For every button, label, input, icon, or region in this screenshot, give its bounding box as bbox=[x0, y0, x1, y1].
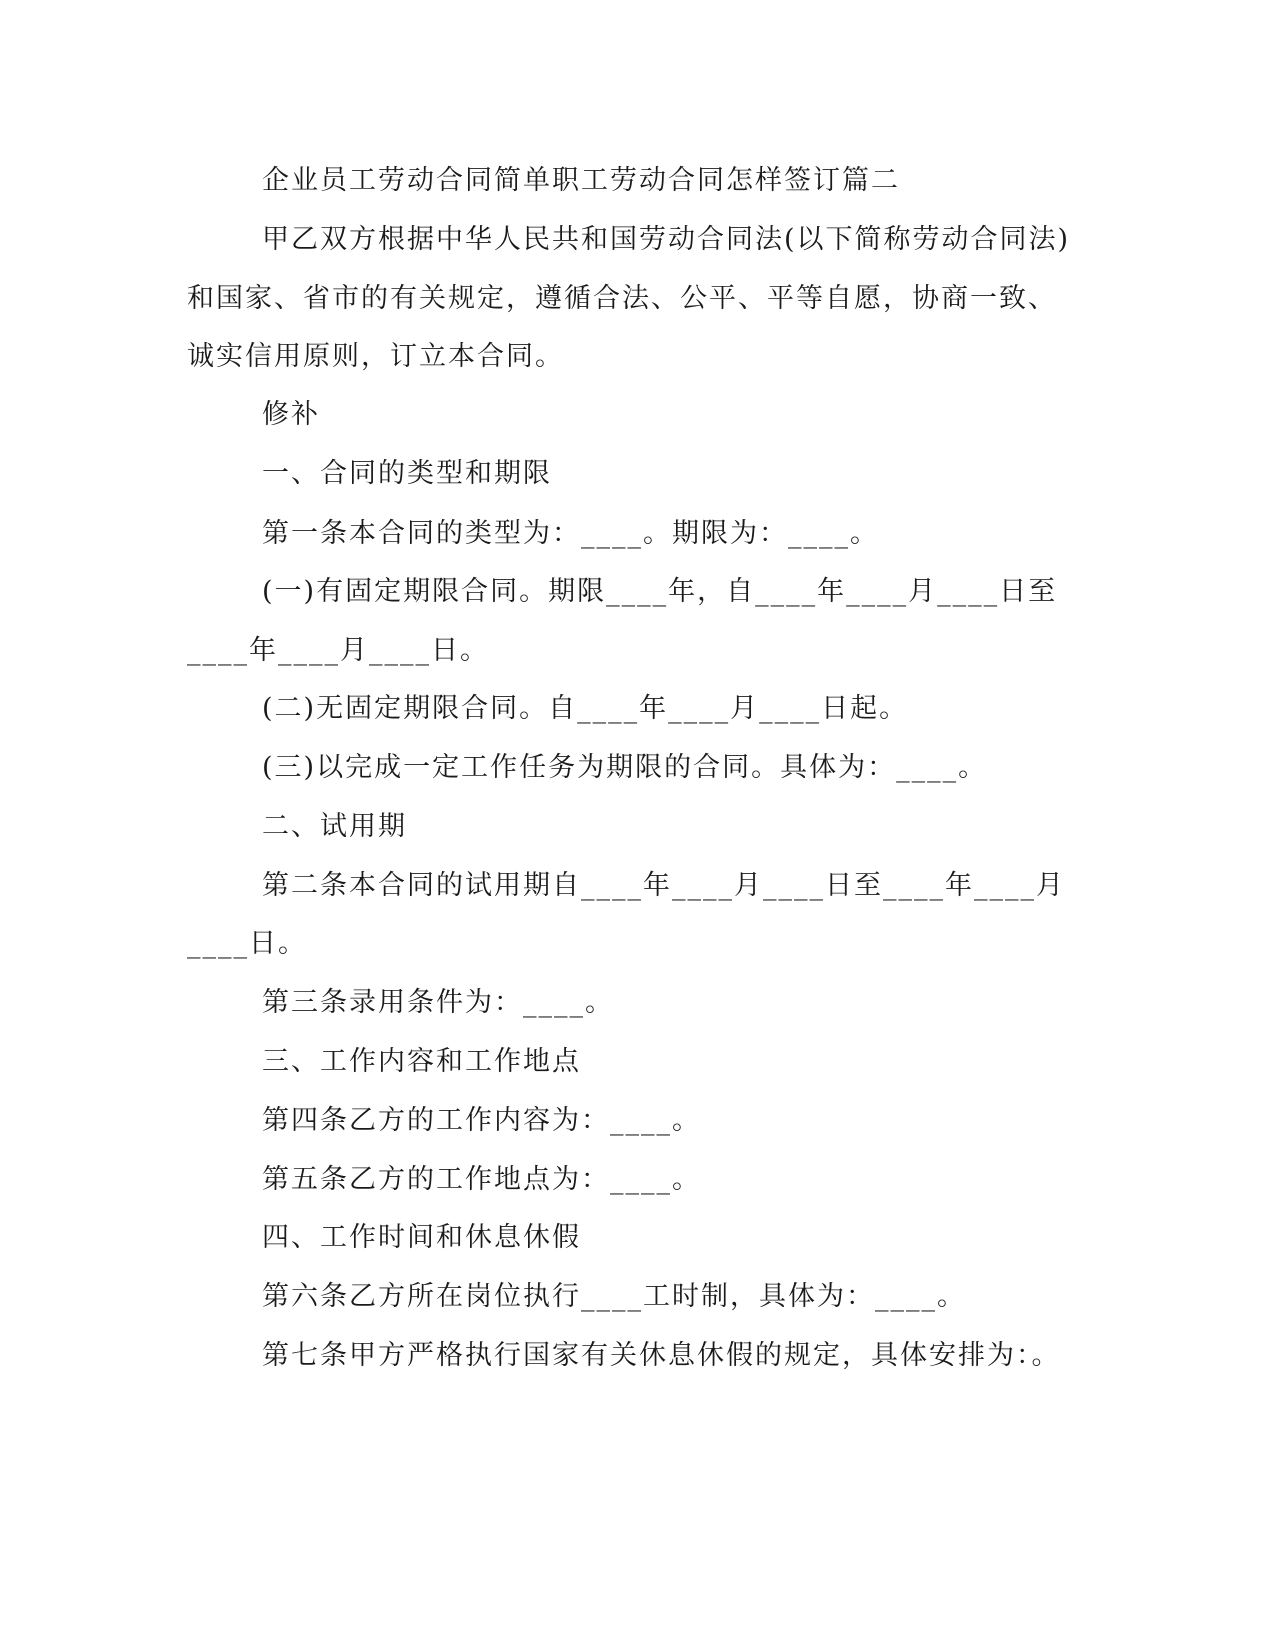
intro-line-2: 和国家、省市的有关规定，遵循合法、公平、平等自愿，协商一致、 bbox=[187, 283, 1057, 314]
article-2-line-2: ____日。 bbox=[187, 928, 307, 959]
item-2: (二)无固定期限合同。自____年____月____日起。 bbox=[262, 693, 909, 724]
section1-heading: 一、合同的类型和期限 bbox=[262, 458, 552, 489]
intro-line-1: 甲乙双方根据中华人民共和国劳动合同法(以下简称劳动合同法) bbox=[262, 224, 1071, 255]
section4-heading: 四、工作时间和休息休假 bbox=[262, 1222, 581, 1253]
document-title: 企业员工劳动合同简单职工劳动合同怎样签订篇二 bbox=[262, 165, 900, 196]
article-6: 第六条乙方所在岗位执行____工时制，具体为：____。 bbox=[262, 1281, 966, 1312]
item-1-line-1: (一)有固定期限合同。期限____年，自____年____月____日至 bbox=[262, 576, 1058, 607]
item-3: (三)以完成一定工作任务为期限的合同。具体为：____。 bbox=[262, 752, 988, 783]
article-5: 第五条乙方的工作地点为：____。 bbox=[262, 1164, 701, 1195]
intro-line-3: 诚实信用原则，订立本合同。 bbox=[187, 341, 564, 372]
item-1-line-2: ____年____月____日。 bbox=[187, 635, 489, 666]
article-3: 第三条录用条件为：____。 bbox=[262, 987, 614, 1018]
section3-heading: 三、工作内容和工作地点 bbox=[262, 1046, 581, 1077]
article-2-line-1: 第二条本合同的试用期自____年____月____日至____年____月 bbox=[262, 870, 1065, 901]
note-text: 修补 bbox=[262, 399, 320, 430]
article-4: 第四条乙方的工作内容为：____。 bbox=[262, 1105, 701, 1136]
article-7: 第七条甲方严格执行国家有关休息休假的规定，具体安排为：。 bbox=[262, 1340, 1061, 1371]
article-1: 第一条本合同的类型为：____。期限为：____。 bbox=[262, 518, 879, 549]
section2-heading: 二、试用期 bbox=[262, 811, 407, 842]
